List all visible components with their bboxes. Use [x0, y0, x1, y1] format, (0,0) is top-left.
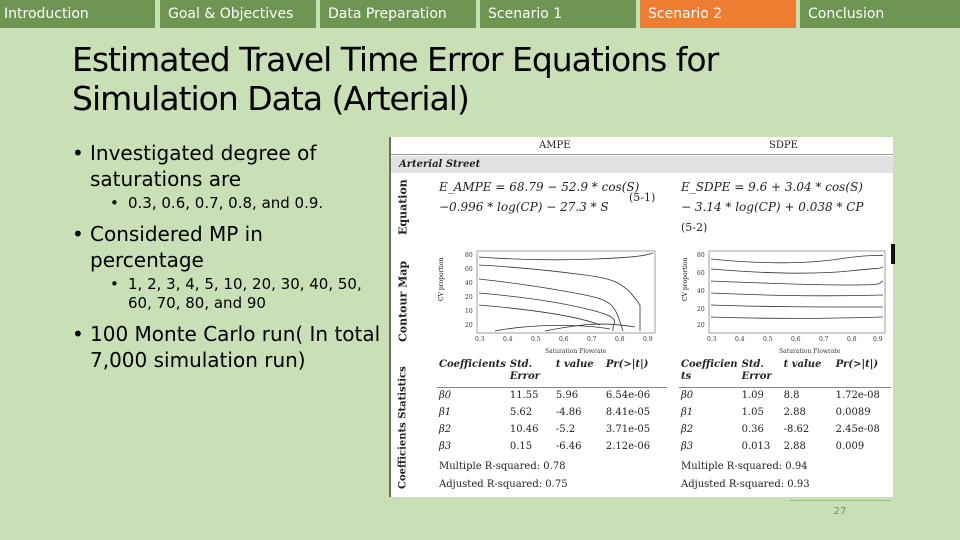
- figure-header: [391, 137, 893, 155]
- table-cell: 6.54e-06: [604, 387, 667, 404]
- table-cell: 0.15: [509, 441, 533, 452]
- xtick: 0.9: [873, 336, 883, 343]
- ytick: 80: [697, 252, 705, 259]
- table-cell: 8.41e-05: [605, 407, 651, 418]
- slide-title: Estimated Travel Time Error Equations for Simulation Data (Arterial): [72, 40, 719, 118]
- xtick: 0.5: [763, 336, 773, 343]
- table-cell: 11.55: [508, 387, 554, 404]
- table-cell: 2.88: [783, 441, 806, 452]
- figure-edge-mark: [891, 244, 895, 264]
- table-cell: β2: [439, 424, 452, 435]
- bullet-list: [72, 140, 382, 375]
- col-header: Coefficients: [439, 359, 506, 370]
- table-cell: 2.88: [783, 407, 806, 418]
- bullet-text: Considered MP in percentage: [90, 222, 263, 272]
- table-cell: 0.0089: [835, 407, 871, 418]
- xtick: 0.6: [791, 336, 801, 343]
- contour-sdpe-xlabel: Saturation Flowrate: [779, 348, 841, 355]
- subheader-arterial: Arterial Street: [391, 156, 893, 173]
- table-row: [679, 387, 891, 404]
- table-cell: -4.86: [555, 407, 582, 418]
- table-row: [437, 421, 667, 438]
- xtick: 0.5: [531, 336, 541, 343]
- table-cell: β2: [681, 424, 694, 435]
- table-row: [679, 421, 891, 438]
- contour-ampe-ylabel: CV proportion: [438, 257, 445, 301]
- coef-table-ampe: [437, 359, 667, 455]
- table-cell: β0: [679, 387, 740, 404]
- bullet-text: Investigated degree of saturations are: [90, 141, 317, 191]
- sub-bullet-text: 1, 2, 3, 4, 5, 10, 20, 30, 40, 50, 60, 70, 80, and 90: [128, 275, 362, 312]
- table-cell: 1.09: [740, 387, 782, 404]
- table-cell: 0.013: [741, 441, 771, 452]
- xtick: 0.8: [847, 336, 857, 343]
- equation-sdpe-line1: E_SDPE = 9.6 + 3.04 * cos(S): [681, 180, 863, 194]
- equation-ampe-line2: −0.996 * log(CP) − 27.3 * S: [439, 200, 609, 214]
- equation-sdpe-line2: − 3.14 * log(CP) + 0.038 * CP: [681, 200, 864, 214]
- ytick: 20: [465, 294, 473, 301]
- table-cell: 0.36: [741, 424, 764, 435]
- coef-table-sdpe: [679, 359, 891, 455]
- page-number: 27: [833, 506, 847, 517]
- xtick: 0.6: [559, 336, 569, 343]
- table-cell: 10.46: [509, 424, 539, 435]
- contour-map-ampe: [435, 245, 661, 363]
- table-cell: -5.2: [555, 424, 576, 435]
- table-cell: 0.009: [835, 441, 865, 452]
- xtick: 0.4: [503, 336, 513, 343]
- col-header: Coefficien ts: [681, 359, 738, 382]
- xtick: 0.3: [475, 336, 485, 343]
- table-cell: β1: [681, 407, 694, 418]
- table-cell: 3.71e-05: [605, 424, 651, 435]
- table-row: [437, 387, 667, 404]
- table-cell: β0: [437, 387, 508, 404]
- table-cell: -6.46: [555, 441, 582, 452]
- results-figure: [389, 137, 893, 497]
- tab-conclusion[interactable]: Conclusion: [800, 0, 960, 28]
- table-cell: β1: [439, 407, 452, 418]
- contour-ampe-xlabel: Saturation Flowrate: [545, 348, 607, 355]
- ytick: 80: [465, 252, 473, 259]
- row-label-equation: Equation: [396, 179, 410, 235]
- contour-map-sdpe: [679, 245, 891, 363]
- table-cell: -8.62: [783, 424, 810, 435]
- table-row: [437, 404, 667, 421]
- row-label-stats: Coefficients Statistics: [397, 366, 409, 490]
- xtick: 0.4: [735, 336, 745, 343]
- bullet-text: 100 Monte Carlo run( In total 7,000 simulation run): [90, 322, 381, 372]
- sub-bullet-item: • 0.3, 0.6, 0.7, 0.8, and 0.9.: [110, 194, 324, 212]
- header-ampe: AMPE: [539, 140, 571, 151]
- col-header: t value: [783, 359, 822, 370]
- tab-data-preparation[interactable]: Data Preparation: [320, 0, 476, 28]
- table-cell: 1.72e-08: [834, 387, 891, 404]
- ytick: 20: [697, 306, 705, 313]
- table-cell: 2.12e-06: [605, 441, 651, 452]
- table-row: [679, 438, 891, 455]
- contour-sdpe-ylabel: CV proportion: [682, 257, 689, 301]
- ytick: 20: [697, 322, 705, 329]
- ytick: 60: [697, 270, 705, 277]
- bullet-item: • 100 Monte Carlo run( In total 7,000 simulation run): [72, 322, 381, 372]
- table-cell: 2.45e-08: [835, 424, 880, 435]
- table-cell: β3: [439, 441, 452, 452]
- contour-plot-sdpe: [679, 245, 891, 363]
- adjusted-r-squared-ampe: Adjusted R-squared: 0.75: [439, 479, 568, 490]
- tab-scenario-1[interactable]: Scenario 1: [480, 0, 636, 28]
- table-row: [437, 438, 667, 455]
- ytick: 20: [465, 322, 473, 329]
- sub-bullet-item: • 1, 2, 3, 4, 5, 10, 20, 30, 40, 50, 60, 70, 80, and 90: [110, 275, 362, 312]
- table-cell: 8.8: [782, 387, 834, 404]
- xtick: 0.8: [615, 336, 625, 343]
- table-cell: 1.05: [741, 407, 764, 418]
- tab-scenario-2[interactable]: Scenario 2: [640, 0, 796, 28]
- equation-ampe-number: (5-1): [629, 191, 656, 204]
- ytick: 40: [465, 280, 473, 287]
- xtick: 0.3: [707, 336, 717, 343]
- ytick: 10: [465, 308, 473, 315]
- col-header: Std. Error: [741, 359, 772, 382]
- section-nav: [0, 0, 960, 30]
- bullet-item: • Investigated degree of saturations are: [72, 141, 317, 191]
- header-sdpe: SDPE: [769, 140, 798, 151]
- tab-goal-objectives[interactable]: Goal & Objectives: [160, 0, 316, 28]
- table-row: [679, 404, 891, 421]
- table-cell: 5.96: [554, 387, 604, 404]
- contour-plot-ampe: [435, 245, 661, 363]
- xtick: 0.7: [819, 336, 829, 343]
- page-rule: [790, 500, 890, 501]
- col-header: t value: [555, 359, 594, 370]
- col-header: Pr(>|t|): [605, 359, 649, 370]
- ytick: 60: [465, 266, 473, 273]
- multiple-r-squared-ampe: Multiple R-squared: 0.78: [439, 461, 566, 472]
- equation-ampe-line1: E_AMPE = 68.79 − 52.9 * cos(S): [439, 180, 640, 194]
- adjusted-r-squared-sdpe: Adjusted R-squared: 0.93: [681, 479, 810, 490]
- table-cell: β3: [681, 441, 694, 452]
- bullet-item: • Considered MP in percentage: [72, 222, 263, 272]
- col-header: Pr(>|t|): [835, 359, 879, 370]
- col-header: Std. Error: [509, 359, 540, 382]
- table-cell: 5.62: [509, 407, 533, 418]
- sub-bullet-text: 0.3, 0.6, 0.7, 0.8, and 0.9.: [128, 194, 324, 212]
- xtick: 0.7: [587, 336, 597, 343]
- xtick: 0.9: [643, 336, 653, 343]
- equation-sdpe-number: (5-2): [681, 221, 708, 234]
- row-label-contour: Contour Map: [396, 260, 410, 342]
- tab-introduction[interactable]: Introduction: [0, 0, 155, 28]
- multiple-r-squared-sdpe: Multiple R-squared: 0.94: [681, 461, 808, 472]
- ytick: 40: [697, 288, 705, 295]
